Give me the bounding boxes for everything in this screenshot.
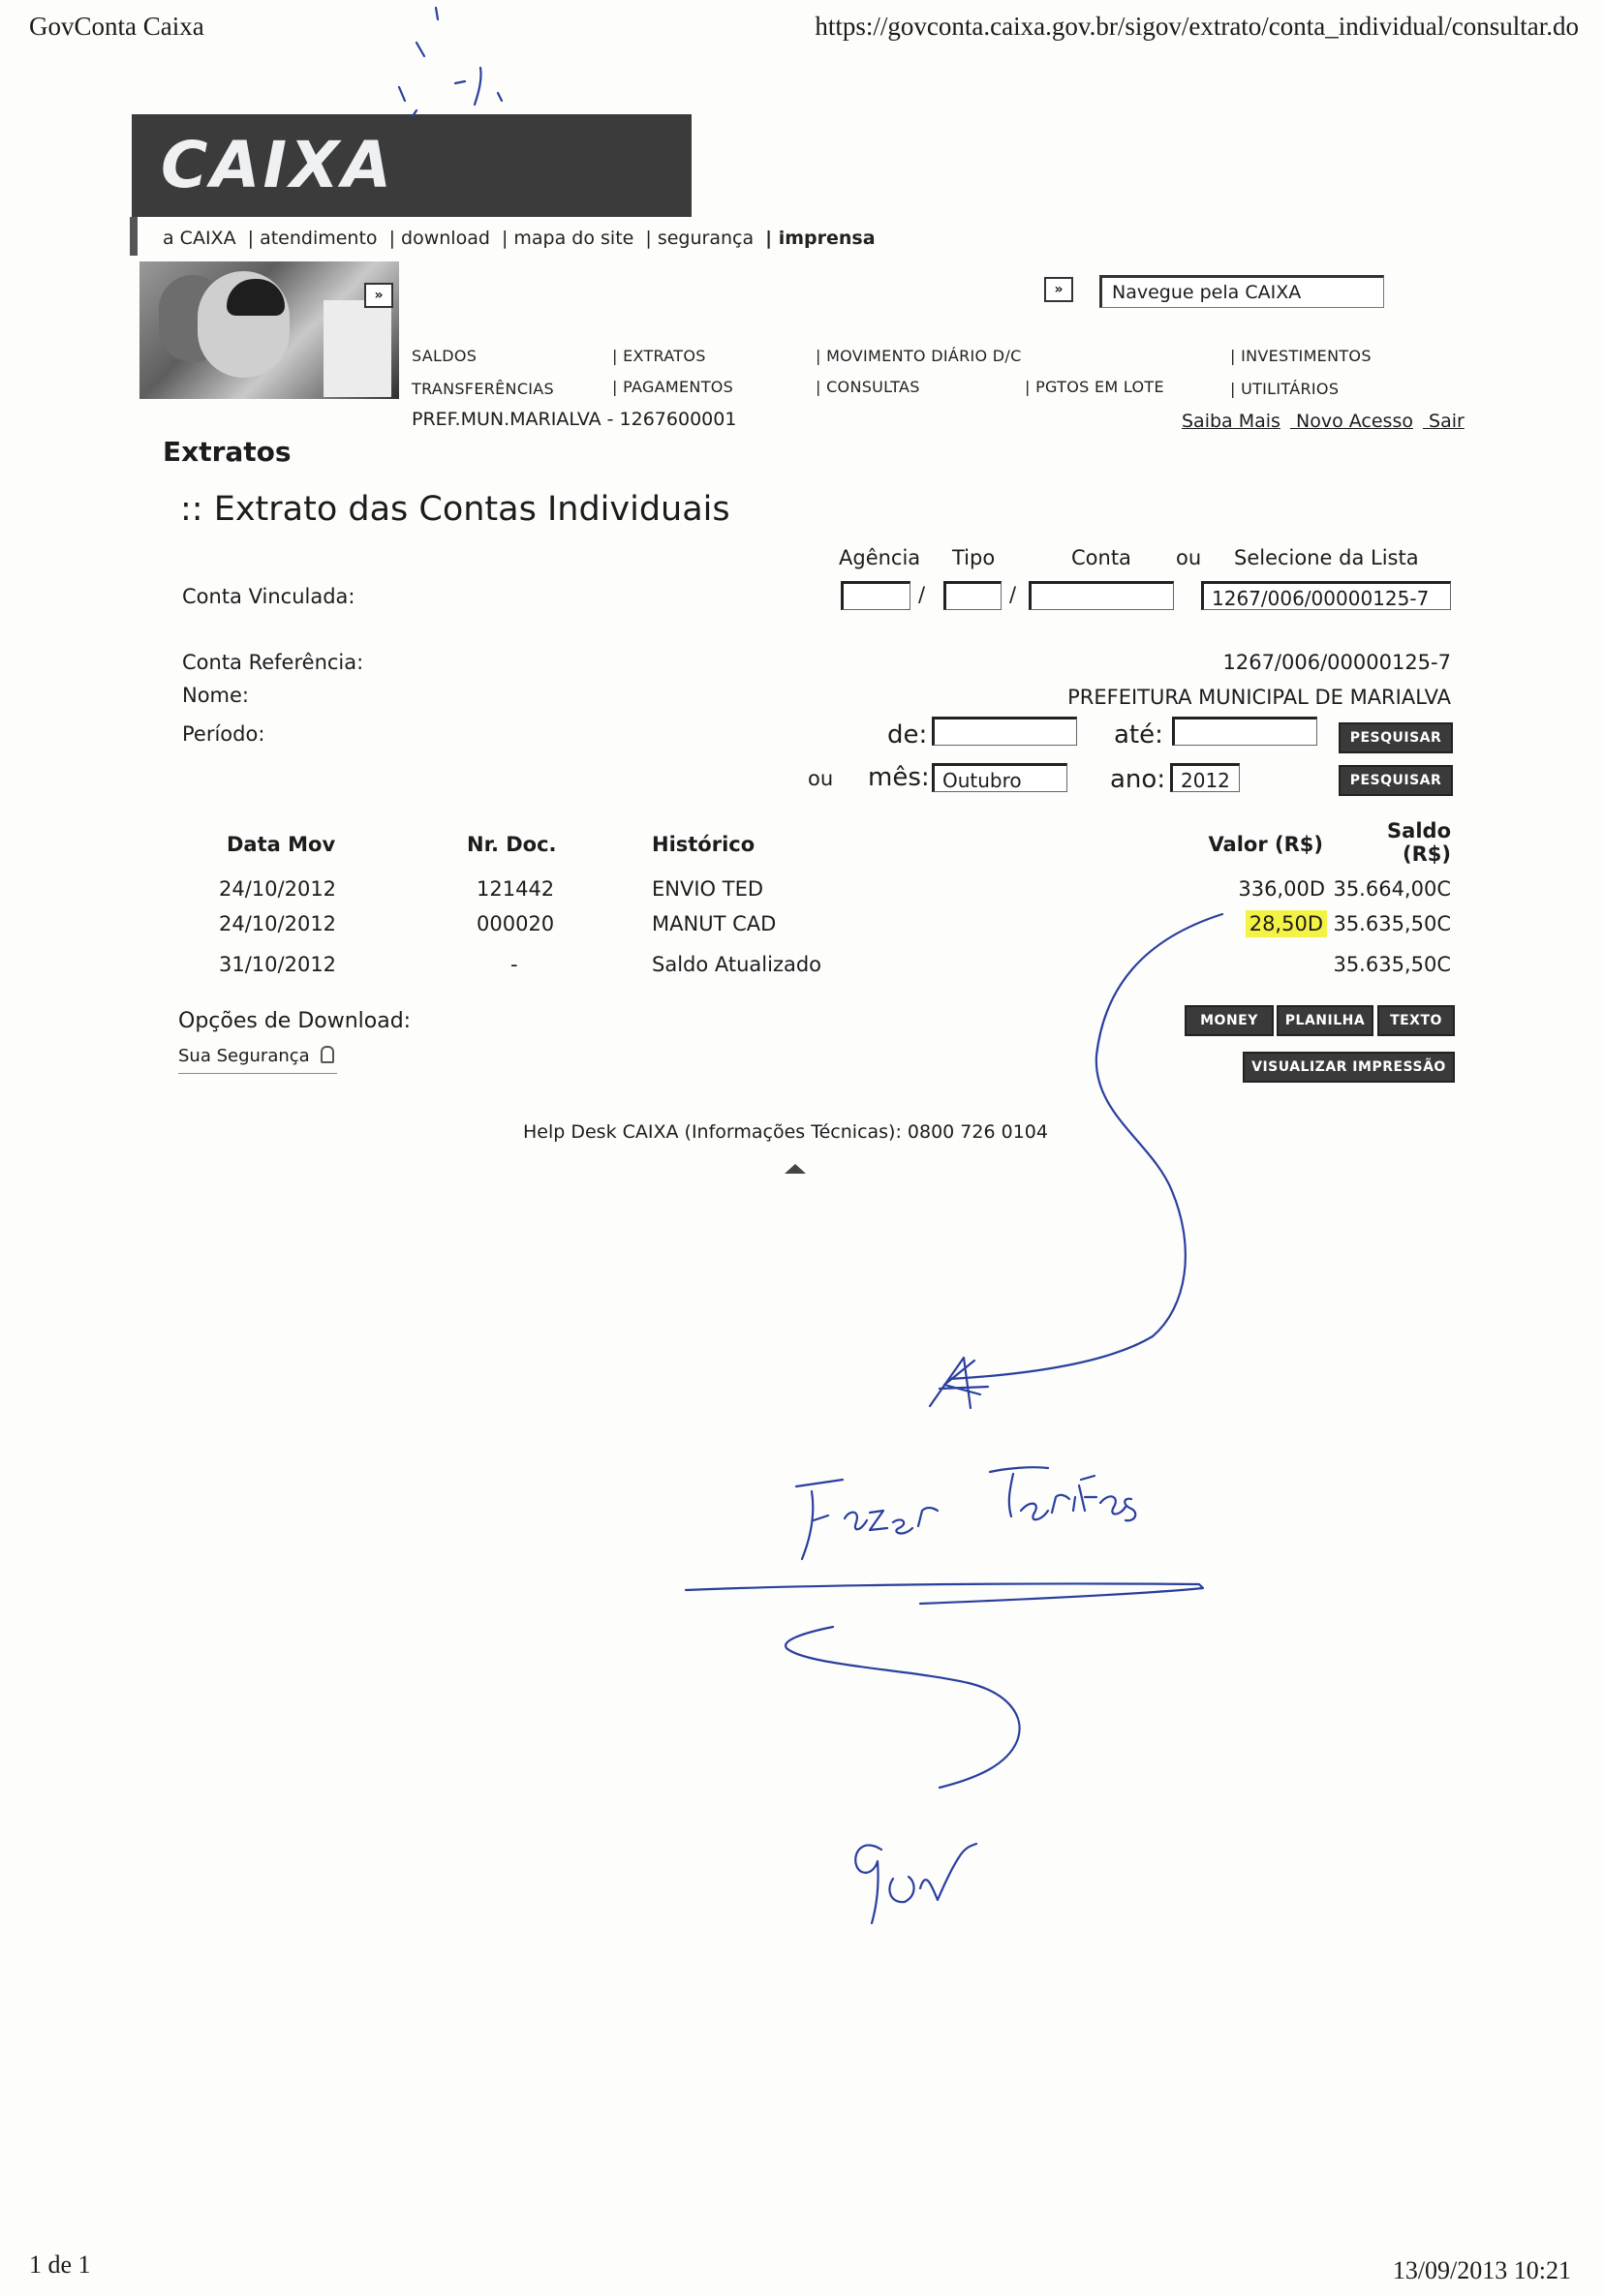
top-nav-item-mapa[interactable]: | mapa do site <box>501 228 634 249</box>
print-page-title: GovConta Caixa <box>29 12 204 41</box>
row-saldo: 35.635,50C <box>1333 953 1451 976</box>
row-historico: Saldo Atualizado <box>652 953 822 976</box>
col-header-saldo-line1: Saldo <box>1387 819 1451 842</box>
col-lista-label: Selecione da Lista <box>1234 546 1419 569</box>
ink-word-fazer <box>796 1480 938 1559</box>
menu-saldos[interactable]: SALDOS <box>412 347 478 365</box>
ink-letter-a <box>930 1358 988 1408</box>
nome-value: PREFEITURA MUNICIPAL DE MARIALVA <box>1067 686 1451 709</box>
section-title: Extratos <box>163 436 292 468</box>
col-ou-label: ou <box>1176 546 1202 569</box>
menu-investimentos[interactable]: | INVESTIMENTOS <box>1230 347 1372 365</box>
col-conta-label: Conta <box>1071 546 1131 569</box>
row-valor-highlighted: 28,50D <box>1246 910 1327 937</box>
slash-1: / <box>918 583 926 606</box>
ink-initials <box>855 1844 976 1923</box>
print-page-number: 1 de 1 <box>29 2250 91 2279</box>
link-saiba-mais[interactable]: Saiba Mais <box>1182 411 1280 432</box>
mes-select[interactable]: Outubro <box>932 763 1067 792</box>
ano-label: ano: <box>1110 765 1166 794</box>
row-historico: ENVIO TED <box>652 877 764 901</box>
print-page-url: https://govconta.caixa.gov.br/sigov/extrato/conta_individual/consultar.do <box>815 12 1579 41</box>
page-title: :: Extrato das Contas Individuais <box>180 490 730 529</box>
col-tipo-label: Tipo <box>952 546 996 569</box>
col-agencia-label: Agência <box>839 546 921 569</box>
row-historico: MANUT CAD <box>652 912 777 935</box>
security-link-label: Sua Segurança <box>178 1046 310 1066</box>
conta-vinculada-label: Conta Vinculada: <box>182 585 355 608</box>
row-saldo: 35.664,00C <box>1333 877 1451 901</box>
row-saldo: 35.635,50C <box>1333 912 1451 935</box>
slash-2: / <box>1009 583 1017 606</box>
ink-underline-1 <box>686 1583 1203 1604</box>
mes-label: mês: <box>868 763 930 792</box>
top-nav-item-seguranca[interactable]: | segurança <box>645 228 755 249</box>
download-options-label: Opções de Download: <box>178 1009 412 1033</box>
ink-arrow-curve <box>949 914 1222 1379</box>
de-label: de: <box>887 720 928 750</box>
ou-label: ou <box>808 767 834 790</box>
pesquisar-month-button[interactable]: PESQUISAR <box>1339 765 1453 796</box>
ate-label: até: <box>1114 720 1163 750</box>
conta-lista-select[interactable]: 1267/006/00000125-7 <box>1201 581 1451 610</box>
photo-next-icon[interactable]: » <box>364 283 393 308</box>
ink-mark-top <box>399 8 502 116</box>
menu-transferencias[interactable]: TRANSFERÊNCIAS <box>412 380 555 398</box>
col-header-doc: Nr. Doc. <box>467 833 557 856</box>
row-valor: 336,00D <box>1238 877 1325 901</box>
col-header-saldo-line2: (R$) <box>1403 842 1451 866</box>
menu-pagamentos[interactable]: | PAGAMENTOS <box>612 378 734 396</box>
col-header-valor: Valor (R$) <box>1208 833 1323 856</box>
print-datetime: 13/09/2013 10:21 <box>1392 2256 1571 2284</box>
row-date: 31/10/2012 <box>219 953 337 976</box>
row-date: 24/10/2012 <box>219 877 337 901</box>
download-planilha-button[interactable]: PLANILHA <box>1277 1005 1373 1036</box>
ink-underline-2 <box>786 1627 1019 1788</box>
nome-label: Nome: <box>182 684 250 707</box>
row-doc: 000020 <box>477 912 555 935</box>
download-money-button[interactable]: MONEY <box>1185 1005 1274 1036</box>
link-sair[interactable]: Sair <box>1429 411 1465 432</box>
top-nav-item-a-caixa[interactable]: a CAIXA <box>163 228 236 249</box>
conta-referencia-label: Conta Referência: <box>182 651 364 674</box>
helpdesk-info: Help Desk CAIXA (Informações Técnicas): 0800 726 0104 <box>523 1121 1048 1143</box>
site-search-input[interactable]: Navegue pela CAIXA <box>1099 275 1384 308</box>
col-header-historico: Histórico <box>652 833 756 856</box>
download-texto-button[interactable]: TEXTO <box>1377 1005 1455 1036</box>
link-novo-acesso[interactable]: Novo Acesso <box>1296 411 1413 432</box>
caixa-logo[interactable]: CAIXA <box>161 128 395 202</box>
top-nav-item-imprensa[interactable]: | imprensa <box>765 228 876 249</box>
account-holder: PREF.MUN.MARIALVA - 1267600001 <box>412 409 737 430</box>
search-go-icon[interactable]: » <box>1044 277 1073 302</box>
menu-utilitarios[interactable]: | UTILITÁRIOS <box>1230 380 1340 398</box>
row-date: 24/10/2012 <box>219 912 337 935</box>
ano-input[interactable]: 2012 <box>1170 763 1240 792</box>
menu-consultas[interactable]: | CONSULTAS <box>816 378 920 396</box>
pesquisar-period-button[interactable]: PESQUISAR <box>1339 722 1453 753</box>
menu-extratos[interactable]: | EXTRATOS <box>612 347 706 365</box>
ink-word-tarifas <box>990 1467 1135 1520</box>
top-nav-item-download[interactable]: | download <box>388 228 490 249</box>
top-nav-item-atendimento[interactable]: | atendimento <box>247 228 378 249</box>
menu-movimento[interactable]: | MOVIMENTO DIÁRIO D/C <box>816 347 1022 365</box>
visualizar-impressao-button[interactable]: VISUALIZAR IMPRESSÃO <box>1243 1052 1455 1083</box>
row-doc: - <box>510 953 518 976</box>
row-doc: 121442 <box>477 877 555 901</box>
col-header-data: Data Mov <box>227 833 336 856</box>
periodo-label: Período: <box>182 722 265 746</box>
conta-referencia-value: 1267/006/00000125-7 <box>1222 651 1451 674</box>
menu-pgtos-lote[interactable]: | PGTOS EM LOTE <box>1025 378 1164 396</box>
